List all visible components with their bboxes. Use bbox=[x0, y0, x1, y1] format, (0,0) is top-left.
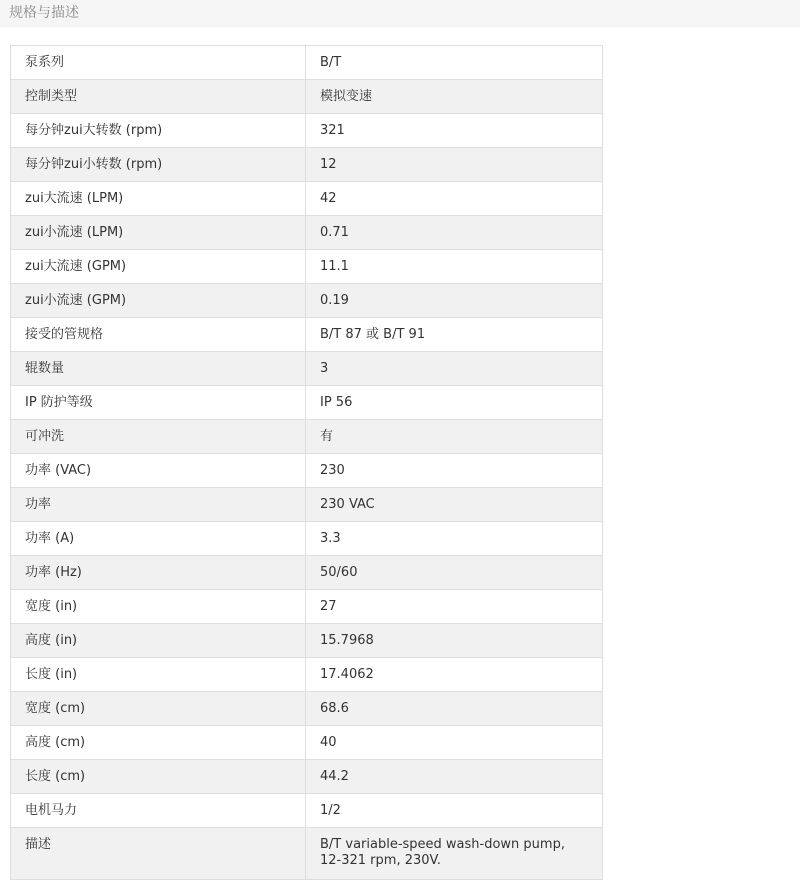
spec-label: 长度 (cm) bbox=[11, 760, 306, 794]
spec-value: 27 bbox=[306, 590, 603, 624]
spec-label: 宽度 (cm) bbox=[11, 692, 306, 726]
spec-label: zui小流速 (GPM) bbox=[11, 284, 306, 318]
table-row bbox=[11, 658, 603, 692]
spec-label: 描述 bbox=[11, 828, 306, 880]
spec-label: 功率 bbox=[11, 488, 306, 522]
spec-label: 控制类型 bbox=[11, 80, 306, 114]
table-row bbox=[11, 318, 603, 352]
table-row bbox=[11, 250, 603, 284]
spec-value: 模拟变速 bbox=[306, 80, 603, 114]
table-row bbox=[11, 80, 603, 114]
spec-value: 321 bbox=[306, 114, 603, 148]
table-row bbox=[11, 692, 603, 726]
table-row bbox=[11, 454, 603, 488]
table-row bbox=[11, 352, 603, 386]
table-row bbox=[11, 726, 603, 760]
table-row bbox=[11, 556, 603, 590]
spec-label: 功率 (A) bbox=[11, 522, 306, 556]
spec-value: 12 bbox=[306, 148, 603, 182]
spec-label: IP 防护等级 bbox=[11, 386, 306, 420]
spec-value: 15.7968 bbox=[306, 624, 603, 658]
spec-label: zui大流速 (GPM) bbox=[11, 250, 306, 284]
table-row bbox=[11, 148, 603, 182]
table-row bbox=[11, 828, 603, 880]
spec-value: 50/60 bbox=[306, 556, 603, 590]
table-row bbox=[11, 590, 603, 624]
spec-label: 每分钟zui小转数 (rpm) bbox=[11, 148, 306, 182]
spec-value: 42 bbox=[306, 182, 603, 216]
spec-label: 辊数量 bbox=[11, 352, 306, 386]
spec-label: 长度 (in) bbox=[11, 658, 306, 692]
spec-value: 230 bbox=[306, 454, 603, 488]
spec-value: 0.71 bbox=[306, 216, 603, 250]
spec-label: 高度 (cm) bbox=[11, 726, 306, 760]
spec-value: 1/2 bbox=[306, 794, 603, 828]
table-row bbox=[11, 386, 603, 420]
spec-value: 有 bbox=[306, 420, 603, 454]
spec-value: 3 bbox=[306, 352, 603, 386]
spec-label: 可冲洗 bbox=[11, 420, 306, 454]
spec-table bbox=[10, 45, 603, 880]
table-row bbox=[11, 216, 603, 250]
table-row bbox=[11, 760, 603, 794]
spec-label: 功率 (VAC) bbox=[11, 454, 306, 488]
spec-value: B/T bbox=[306, 46, 603, 80]
spec-value: 230 VAC bbox=[306, 488, 603, 522]
spec-label: 泵系列 bbox=[11, 46, 306, 80]
spec-label: 宽度 (in) bbox=[11, 590, 306, 624]
spec-label: zui大流速 (LPM) bbox=[11, 182, 306, 216]
table-row bbox=[11, 794, 603, 828]
table-row bbox=[11, 624, 603, 658]
spec-label: 每分钟zui大转数 (rpm) bbox=[11, 114, 306, 148]
table-row bbox=[11, 522, 603, 556]
spec-value: 40 bbox=[306, 726, 603, 760]
table-row bbox=[11, 46, 603, 80]
spec-value: 17.4062 bbox=[306, 658, 603, 692]
spec-value: 44.2 bbox=[306, 760, 603, 794]
section-header bbox=[0, 0, 800, 27]
table-row bbox=[11, 284, 603, 318]
spec-label: 高度 (in) bbox=[11, 624, 306, 658]
spec-value: 0.19 bbox=[306, 284, 603, 318]
spec-value: 3.3 bbox=[306, 522, 603, 556]
table-row bbox=[11, 488, 603, 522]
table-row bbox=[11, 182, 603, 216]
spec-label: zui小流速 (LPM) bbox=[11, 216, 306, 250]
spec-value: 68.6 bbox=[306, 692, 603, 726]
spec-label: 功率 (Hz) bbox=[11, 556, 306, 590]
spec-label: 接受的管规格 bbox=[11, 318, 306, 352]
spec-label: 电机马力 bbox=[11, 794, 306, 828]
table-row bbox=[11, 420, 603, 454]
spec-value: B/T variable-speed wash-down pump, 12-321 rpm, 230V. bbox=[306, 828, 603, 880]
section-title: 规格与描述 bbox=[9, 5, 79, 21]
spec-value: B/T 87 或 B/T 91 bbox=[306, 318, 603, 352]
spec-value: IP 56 bbox=[306, 386, 603, 420]
spec-value: 11.1 bbox=[306, 250, 603, 284]
table-row bbox=[11, 114, 603, 148]
